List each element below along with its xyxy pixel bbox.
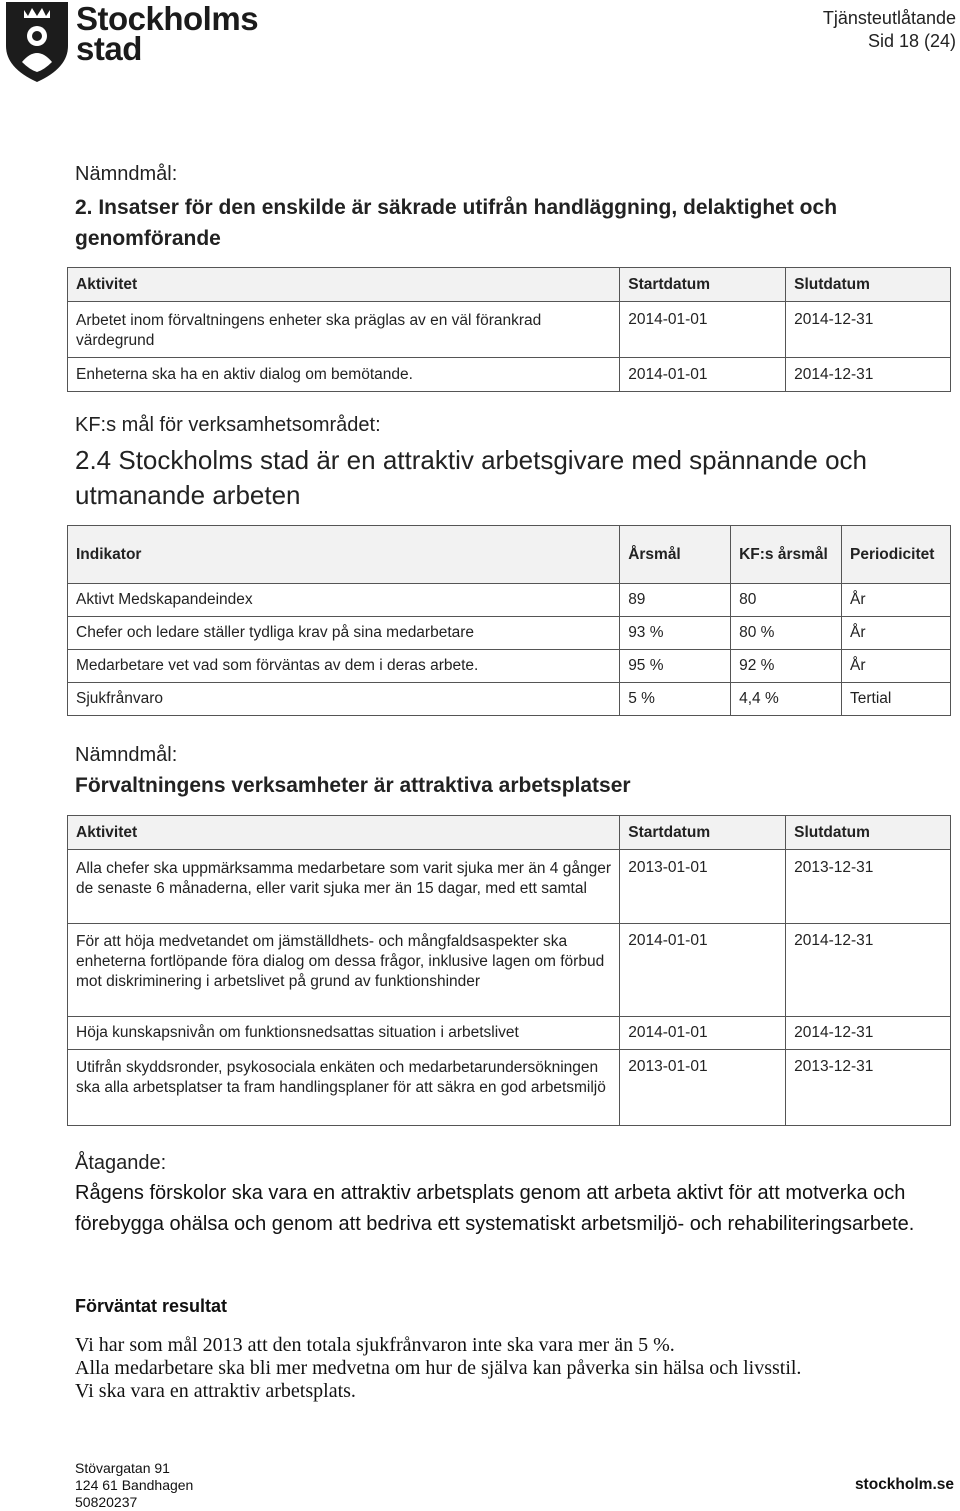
section3-label: Nämndmål: <box>75 744 178 766</box>
logo <box>0 0 260 84</box>
table-cell: År <box>842 617 951 650</box>
table-cell: Alla chefer ska uppmärksamma medarbetare som varit sjuka mer än 4 gånger de senaste 6 månaderna, eller varit sjuka mer än 15 dagar, med ett samtal <box>68 850 620 924</box>
section2-label: KF:s mål för verksamhetsområdet: <box>75 414 381 436</box>
section1-label: Nämndmål: <box>75 163 178 185</box>
table-cell: 92 % <box>731 650 842 683</box>
resultat-line: Vi ska vara en attraktiv arbetsplats. <box>75 1380 356 1402</box>
section2-title: 2.4 Stockholms stad är en attraktiv arbetsgivare med spännande och utmanande arbeten <box>75 445 867 510</box>
footer-number: 50820237 <box>75 1494 138 1510</box>
table-cell: 4,4 % <box>731 683 842 716</box>
table-row <box>68 650 951 683</box>
column-header: Startdatum <box>620 816 786 850</box>
table-row <box>68 584 951 617</box>
table-cell: Höja kunskapsnivån om funktionsnedsattas situation i arbetslivet <box>68 1017 620 1050</box>
table-cell: 80 <box>731 584 842 617</box>
table-row <box>68 1050 951 1126</box>
table-header-row <box>68 268 951 302</box>
header-meta <box>823 7 956 53</box>
table-cell: Medarbetare vet vad som förväntas av dem i deras arbete. <box>68 650 620 683</box>
section3-title: Förvaltningens verksamheter är attraktiva arbetsplatser <box>75 774 631 797</box>
indicator-table <box>67 525 951 716</box>
column-header: Aktivitet <box>68 268 620 302</box>
table-cell: Aktivt Medskapandeindex <box>68 584 620 617</box>
logo-text: Stockholms stad <box>76 0 259 67</box>
page-number: Sid 18 (24) <box>867 31 956 51</box>
atagande-label: Åtagande: <box>75 1152 167 1174</box>
table-row <box>68 617 951 650</box>
column-header: Slutdatum <box>786 268 951 302</box>
table-cell: Tertial <box>842 683 951 716</box>
table-cell: 80 % <box>731 617 842 650</box>
footer-street: Stövargatan 91 <box>75 1460 170 1476</box>
column-header: Slutdatum <box>786 816 951 850</box>
table-cell: För att höja medvetandet om jämställdhets- och mångfaldsaspekter ska enheterna fortlöpande föra dialog om dessa frågor, inklusive lagen om förbud mot diskriminering i arbetslivet på grund av funktionshinder <box>68 924 620 1017</box>
activity-table-2 <box>67 815 951 1126</box>
table-header-row <box>68 816 951 850</box>
section1-title: 2. Insatser för den enskilde är säkrade utifrån handläggning, delaktighet och genomförande <box>75 196 838 250</box>
resultat-heading: Förväntat resultat <box>75 1296 228 1316</box>
table-header-row <box>68 526 951 584</box>
resultat-line: Vi har som mål 2013 att den totala sjukfrånvaron inte ska vara mer än 5 %. <box>75 1334 675 1356</box>
atagande-text: Rågens förskolor ska vara en attraktiv arbetsplats genom att arbeta aktivt för att motverka och förebygga ohälsa och genom att bedriva ett systematiskt arbetsmiljö- och rehabiliteringsarbete. <box>75 1182 915 1235</box>
footer-postal: 124 61 Bandhagen <box>75 1477 194 1493</box>
column-header: Startdatum <box>620 268 786 302</box>
resultat-text <box>75 1334 955 1403</box>
table-row <box>68 302 951 358</box>
column-header: Indikator <box>68 526 620 584</box>
table-cell: 2014-12-31 <box>786 358 951 392</box>
table-cell: 2014-01-01 <box>620 358 786 392</box>
doc-type: Tjänsteutlåtande <box>822 8 956 28</box>
table-cell: 89 <box>620 584 731 617</box>
table-cell: 2014-12-31 <box>786 302 951 358</box>
table-row <box>68 924 951 1017</box>
column-header: Årsmål <box>620 526 731 584</box>
table-row <box>68 358 951 392</box>
table-cell: Chefer och ledare ställer tydliga krav på sina medarbetare <box>68 617 620 650</box>
column-header: Aktivitet <box>68 816 620 850</box>
table-cell: 2014-12-31 <box>786 924 951 1017</box>
table-cell: 2014-01-01 <box>620 1017 786 1050</box>
table-cell: 2013-12-31 <box>786 850 951 924</box>
table-cell: 2013-01-01 <box>620 1050 786 1126</box>
table-cell: Arbetet inom förvaltningens enheter ska präglas av en väl förankrad värdegrund <box>68 302 620 358</box>
table-cell: 2013-12-31 <box>786 1050 951 1126</box>
table-cell: 95 % <box>620 650 731 683</box>
table-cell: Sjukfrånvaro <box>68 683 620 716</box>
table-cell: Enheterna ska ha en aktiv dialog om bemötande. <box>68 358 620 392</box>
table-cell: 2013-01-01 <box>620 850 786 924</box>
table-cell: År <box>842 584 951 617</box>
activity-table-1 <box>67 267 951 392</box>
table-cell: Utifrån skyddsronder, psykosociala enkäten och medarbetarundersökningen ska alla arbetsplatser ta fram handlingsplaner för att säkra en god arbetsmiljö <box>68 1050 620 1126</box>
table-cell: År <box>842 650 951 683</box>
footer-address <box>75 1460 193 1511</box>
table-cell: 2014-12-31 <box>786 1017 951 1050</box>
resultat-line: Alla medarbetare ska bli mer medvetna om hur de själva kan påverka sin hälsa och livsstil. <box>75 1357 802 1379</box>
table-cell: 93 % <box>620 617 731 650</box>
table-cell: 5 % <box>620 683 731 716</box>
table-row <box>68 1017 951 1050</box>
table-cell: 2014-01-01 <box>620 302 786 358</box>
table-row <box>68 683 951 716</box>
footer-website[interactable]: stockholm.se <box>854 1476 954 1493</box>
table-row <box>68 850 951 924</box>
column-header: Periodicitet <box>842 526 951 584</box>
table-cell: 2014-01-01 <box>620 924 786 1017</box>
city-crest-icon <box>2 0 72 84</box>
column-header: KF:s årsmål <box>731 526 842 584</box>
